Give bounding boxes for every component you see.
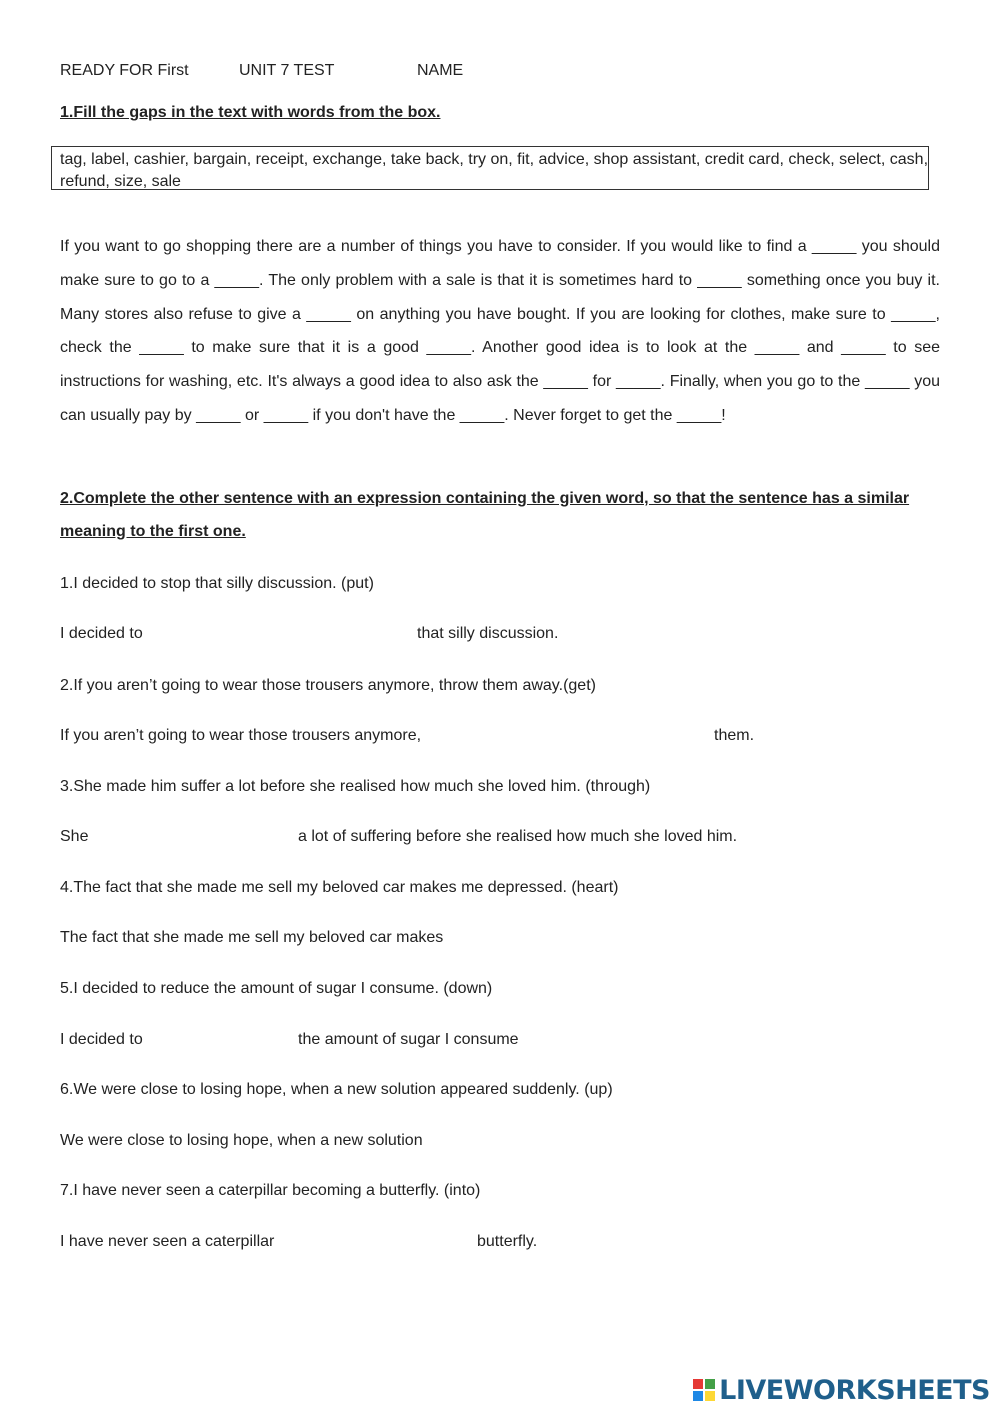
item-prompt: 3.She made him suffer a lot before she realised how much she loved him. (through) — [60, 778, 651, 795]
item-answer-end: the amount of sugar I consume — [298, 1031, 519, 1048]
item-answer-start: I decided to — [60, 1031, 143, 1048]
name-label: NAME — [417, 62, 464, 79]
section1-title: 1.Fill the gaps in the text with words from the box. — [60, 104, 441, 121]
logo-text: LIVEWORKSHEETS — [719, 1374, 990, 1406]
item-answer-start: We were close to losing hope, when a new solution — [60, 1132, 423, 1149]
course-title: READY FOR First — [60, 62, 189, 79]
item-answer-start: She — [60, 828, 89, 845]
liveworksheets-logo[interactable] — [693, 1373, 990, 1407]
item-prompt: 1.I decided to stop that silly discussion. (put) — [60, 575, 374, 592]
item-prompt: 2.If you aren’t going to wear those trousers anymore, throw them away.(get) — [60, 677, 596, 694]
item-answer-start: I decided to — [60, 625, 143, 642]
section2-title-line2: meaning to the first one. — [60, 523, 246, 540]
item-prompt: 4.The fact that she made me sell my beloved car makes me depressed. (heart) — [60, 879, 619, 896]
item-answer-end: butterfly. — [477, 1233, 538, 1250]
item-answer-start: If you aren’t going to wear those trousers anymore, — [60, 727, 422, 744]
item-answer-end: them. — [714, 727, 755, 744]
liveworksheets-mark-icon — [693, 1379, 715, 1401]
item-answer-start: I have never seen a caterpillar — [60, 1233, 275, 1250]
item-prompt: 7.I have never seen a caterpillar becoming a butterfly. (into) — [60, 1182, 481, 1199]
item-answer-start: The fact that she made me sell my beloved car makes — [60, 929, 444, 946]
test-title: UNIT 7 TEST — [239, 62, 335, 79]
item-prompt: 6.We were close to losing hope, when a new solution appeared suddenly. (up) — [60, 1081, 613, 1098]
item-prompt: 5.I decided to reduce the amount of sugar I consume. (down) — [60, 980, 493, 997]
item-answer-end: a lot of suffering before she realised how much she loved him. — [298, 828, 738, 845]
section2-title-line1: 2.Complete the other sentence with an expression containing the given word, so that the sentence has a similar — [60, 490, 910, 507]
item-answer-end: that silly discussion. — [417, 625, 559, 642]
word-box: tag, label, cashier, bargain, receipt, exchange, take back, try on, fit, advice, shop assistant, credit card, check, select, cash, refund, size, sale — [51, 146, 929, 190]
gap-fill-paragraph: If you want to go shopping there are a number of things you have to consider. If you would like to find a _____ you should make sure to go to a _____. The only problem with a sale is that it is sometimes hard to _____ something once you buy it. Many stores also refuse to give a _____ on anything you have bought. If you are looking for clothes, make sure to _____, check the _____ to make sure that it is a good _____. Another good idea is to look at the _____ and _____ to see instructions for washing, etc. It's always a good idea to also ask the _____ for _____. Finally, when you go to the _____ you can usually pay by _____ or _____ if you don't have the _____. Never forget to get the _____! — [60, 238, 940, 424]
